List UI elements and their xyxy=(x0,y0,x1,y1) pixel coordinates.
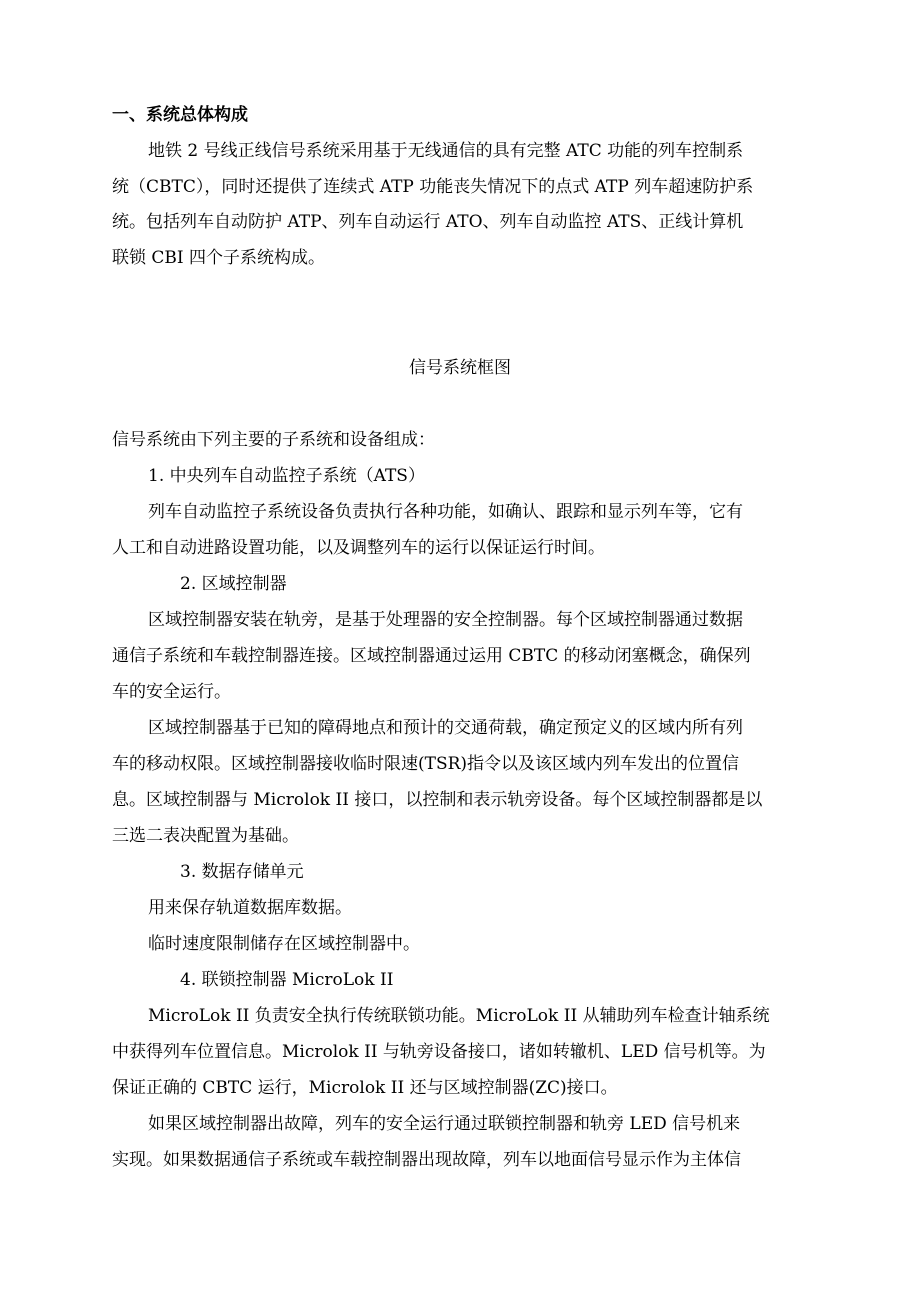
section-heading: 一、系统总体构成 xyxy=(112,105,248,125)
item-dsu-line-2: 临时速度限制储存在区域控制器中。 xyxy=(148,934,420,954)
item-microlok-heading: 4. 联锁控制器 MicroLok II xyxy=(180,970,394,990)
figure-caption: 信号系统框图 xyxy=(409,358,511,378)
item-zc-p2-line-1: 区域控制器基于已知的障碍地点和预计的交通荷载，确定预定义的区域内所有列 xyxy=(148,718,743,738)
composition-intro: 信号系统由下列主要的子系统和设备组成： xyxy=(112,430,435,450)
item-zc-p1-line-3: 车的安全运行。 xyxy=(112,682,231,702)
intro-line-3: 统。包括列车自动防护 ATP、列车自动运行 ATO、列车自动监控 ATS、正线计算机 xyxy=(112,212,744,232)
item-microlok-p2-line-1: 如果区域控制器出故障，列车的安全运行通过联锁控制器和轨旁 LED 信号机来 xyxy=(148,1114,741,1134)
item-dsu-heading: 3. 数据存储单元 xyxy=(180,862,304,882)
item-zc-p2-line-4: 三选二表决配置为基础。 xyxy=(112,826,299,846)
intro-line-1: 地铁 2 号线正线信号系统采用基于无线通信的具有完整 ATC 功能的列车控制系 xyxy=(148,141,744,161)
item-ats-line-2: 人工和自动进路设置功能，以及调整列车的运行以保证运行时间。 xyxy=(112,538,605,558)
item-microlok-p2-line-2: 实现。如果数据通信子系统或车载控制器出现故障，列车以地面信号显示作为主体信 xyxy=(112,1150,741,1170)
item-ats-heading: 1. 中央列车自动监控子系统（ATS） xyxy=(148,466,425,486)
item-zc-heading: 2. 区域控制器 xyxy=(180,574,287,594)
item-microlok-p1-line-1: MicroLok II 负责安全执行传统联锁功能。MicroLok II 从辅助列车检查计轴系统 xyxy=(148,1006,770,1026)
intro-line-4: 联锁 CBI 四个子系统构成。 xyxy=(112,248,326,268)
item-ats-line-1: 列车自动监控子系统设备负责执行各种功能，如确认、跟踪和显示列车等，它有 xyxy=(148,502,743,522)
intro-line-2: 统（CBTC），同时还提供了连续式 ATP 功能丧失情况下的点式 ATP 列车超速防护系 xyxy=(112,177,754,197)
item-zc-p1-line-1: 区域控制器安装在轨旁，是基于处理器的安全控制器。每个区域控制器通过数据 xyxy=(148,610,743,630)
item-dsu-line-1: 用来保存轨道数据库数据。 xyxy=(148,898,352,918)
item-microlok-p1-line-3: 保证正确的 CBTC 运行，Microlok II 还与区域控制器(ZC)接口。 xyxy=(112,1078,618,1098)
item-zc-p1-line-2: 通信子系统和车载控制器连接。区域控制器通过运用 CBTC 的移动闭塞概念，确保列 xyxy=(112,646,751,666)
item-zc-p2-line-3: 息。区域控制器与 Microlok II 接口，以控制和表示轨旁设备。每个区域控制器都是以 xyxy=(112,790,763,810)
item-microlok-p1-line-2: 中获得列车位置信息。Microlok II 与轨旁设备接口，诸如转辙机、LED 信号机等。为 xyxy=(112,1042,766,1062)
item-zc-p2-line-2: 车的移动权限。区域控制器接收临时限速(TSR)指令以及该区域内列车发出的位置信 xyxy=(112,754,740,774)
